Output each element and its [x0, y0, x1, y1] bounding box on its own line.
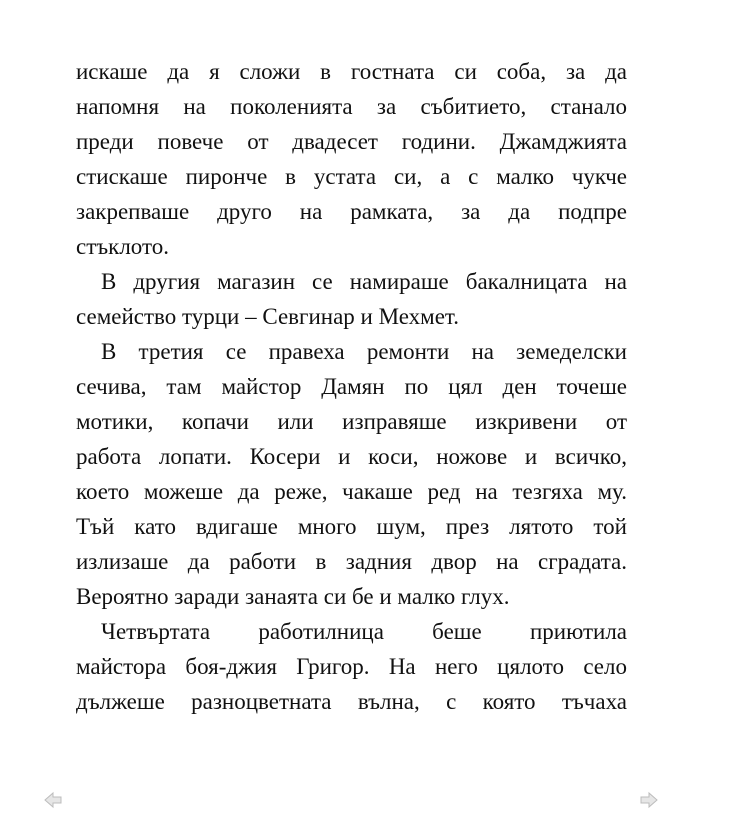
text-line: майстора боя-джия Григор. На него цялото село — [76, 654, 627, 679]
right-arrow-icon[interactable] — [640, 791, 658, 809]
paragraph — [76, 334, 627, 614]
text-line: излизаше да работи в задния двор на сградата. — [76, 549, 627, 574]
text-line: което можеше да реже, чакаше ред на тезгяха му. — [76, 479, 627, 504]
left-arrow-icon[interactable] — [44, 791, 62, 809]
paragraph — [76, 264, 627, 334]
text-line: В другия магазин се намираше бакалницата на — [101, 269, 627, 294]
text-line: искаше да я сложи в гостната си соба, за да — [76, 59, 627, 84]
paragraph — [76, 54, 627, 264]
text-line: мотики, копачи или изправяше изкривени от — [76, 409, 627, 434]
text-line: стъклото. — [76, 234, 169, 259]
text-line: Вероятно заради занаята си бе и малко глух. — [76, 584, 510, 609]
text-line: сечива, там майстор Дамян по цял ден точеше — [76, 374, 627, 399]
text-line: дължеше разноцветната вълна, с която тъчаха — [76, 689, 627, 714]
text-line: закрепваше друго на рамката, за да подпре — [76, 199, 627, 224]
text-line: стискаше пиронче в устата си, а с малко чукче — [76, 164, 627, 189]
text-line: работа лопати. Косери и коси, ножове и всичко, — [76, 444, 627, 469]
text-line: Тъй като вдигаше много шум, през лятото той — [76, 514, 627, 539]
text-line: семейство турци – Севгинар и Мехмет. — [76, 304, 459, 329]
document-text — [76, 54, 627, 719]
text-line: преди повече от двадесет години. Джамджията — [76, 129, 627, 154]
text-line: напомня на поколенията за събитието, станало — [76, 94, 627, 119]
text-line: Четвъртата работилница беше приютила — [101, 619, 627, 644]
paragraph — [76, 614, 627, 719]
text-line: В третия се правеха ремонти на земеделски — [101, 339, 627, 364]
